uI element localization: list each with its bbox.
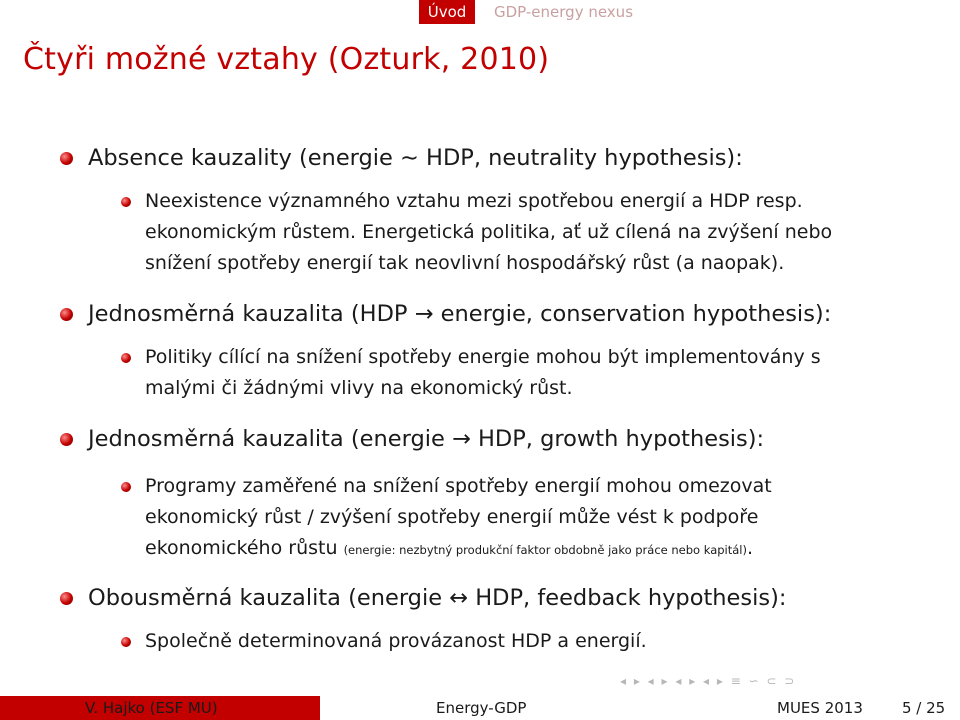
sub-item-3 [145,471,772,566]
sub-item-2-line-1: Politiky cílící na snížení spotřeby energie mohou být implementovány s [145,346,821,368]
sub-item-3-line-3 [145,533,772,566]
sub-bullet-icon [121,197,131,207]
sub-item-2-line-2: malými či žádnými vlivy na ekonomický růst. [145,377,573,399]
sub-item-3-line-3-text: ekonomického růstu [145,537,338,559]
sub-item-1-line-3: snížení spotřeby energií tak neovlivní hospodářský růst (a naopak). [145,252,785,274]
sub-item-3-line-1: Programy zaměřené na snížení spotřeby energií mohou omezovat [145,475,772,497]
sub-bullet-icon [121,482,131,492]
footer [0,696,960,720]
nav-section-gdp-energy-nexus[interactable]: GDP-energy nexus [494,3,634,21]
footer-info-panel [640,696,960,720]
slide-title: Čtyři možné vztahy (Ozturk, 2010) [23,42,550,77]
footer-title-panel [320,696,640,720]
sub-item-2 [145,342,821,404]
nav-section-uvod[interactable]: Úvod [419,0,475,24]
bullet-item-3: Jednosměrná kauzalita (energie → HDP, growth hypothesis): [88,426,765,452]
footer-page-number: 5 / 25 [902,699,946,717]
bullet-icon [60,592,73,605]
footer-title: Energy-GDP [436,699,527,717]
sub-item-3-note: (energie: nezbytný produkční faktor obdobně jako práce nebo kapitál) [343,543,747,557]
footer-author: V. Hajko (ESF MU) [85,699,218,717]
beamer-navigation-controls[interactable]: ◂ ▸ ◂ ▸ ◂ ▸ ◂ ▸ ≡ ∽ ⊂ ⊃ [620,674,797,688]
bullet-icon [60,308,73,321]
sub-bullet-icon [121,353,131,363]
sub-item-1-line-2: ekonomickým růstem. Energetická politika, ať už cílená na zvýšení nebo [145,221,833,243]
footer-author-panel [0,696,320,720]
sub-item-3-note-end: . [746,537,754,559]
sub-item-1 [145,186,832,279]
sub-item-4 [145,626,647,657]
bullet-icon [60,152,73,165]
sub-bullet-icon [121,637,131,647]
top-navigation [0,0,960,24]
bullet-icon [60,433,73,446]
sub-item-3-line-2: ekonomický růst / zvýšení spotřeby energií může vést k podpoře [145,506,759,528]
bullet-item-1: Absence kauzality (energie ∼ HDP, neutrality hypothesis): [88,145,743,171]
sub-item-4-line-1: Společně determinovaná provázanost HDP a energií. [145,630,647,652]
sub-item-1-line-1: Neexistence významného vztahu mezi spotřebou energií a HDP resp. [145,190,803,212]
bullet-item-4: Obousměrná kauzalita (energie ↔ HDP, feedback hypothesis): [88,585,787,611]
bullet-item-2: Jednosměrná kauzalita (HDP → energie, conservation hypothesis): [88,301,832,327]
footer-venue: MUES 2013 [777,699,863,717]
